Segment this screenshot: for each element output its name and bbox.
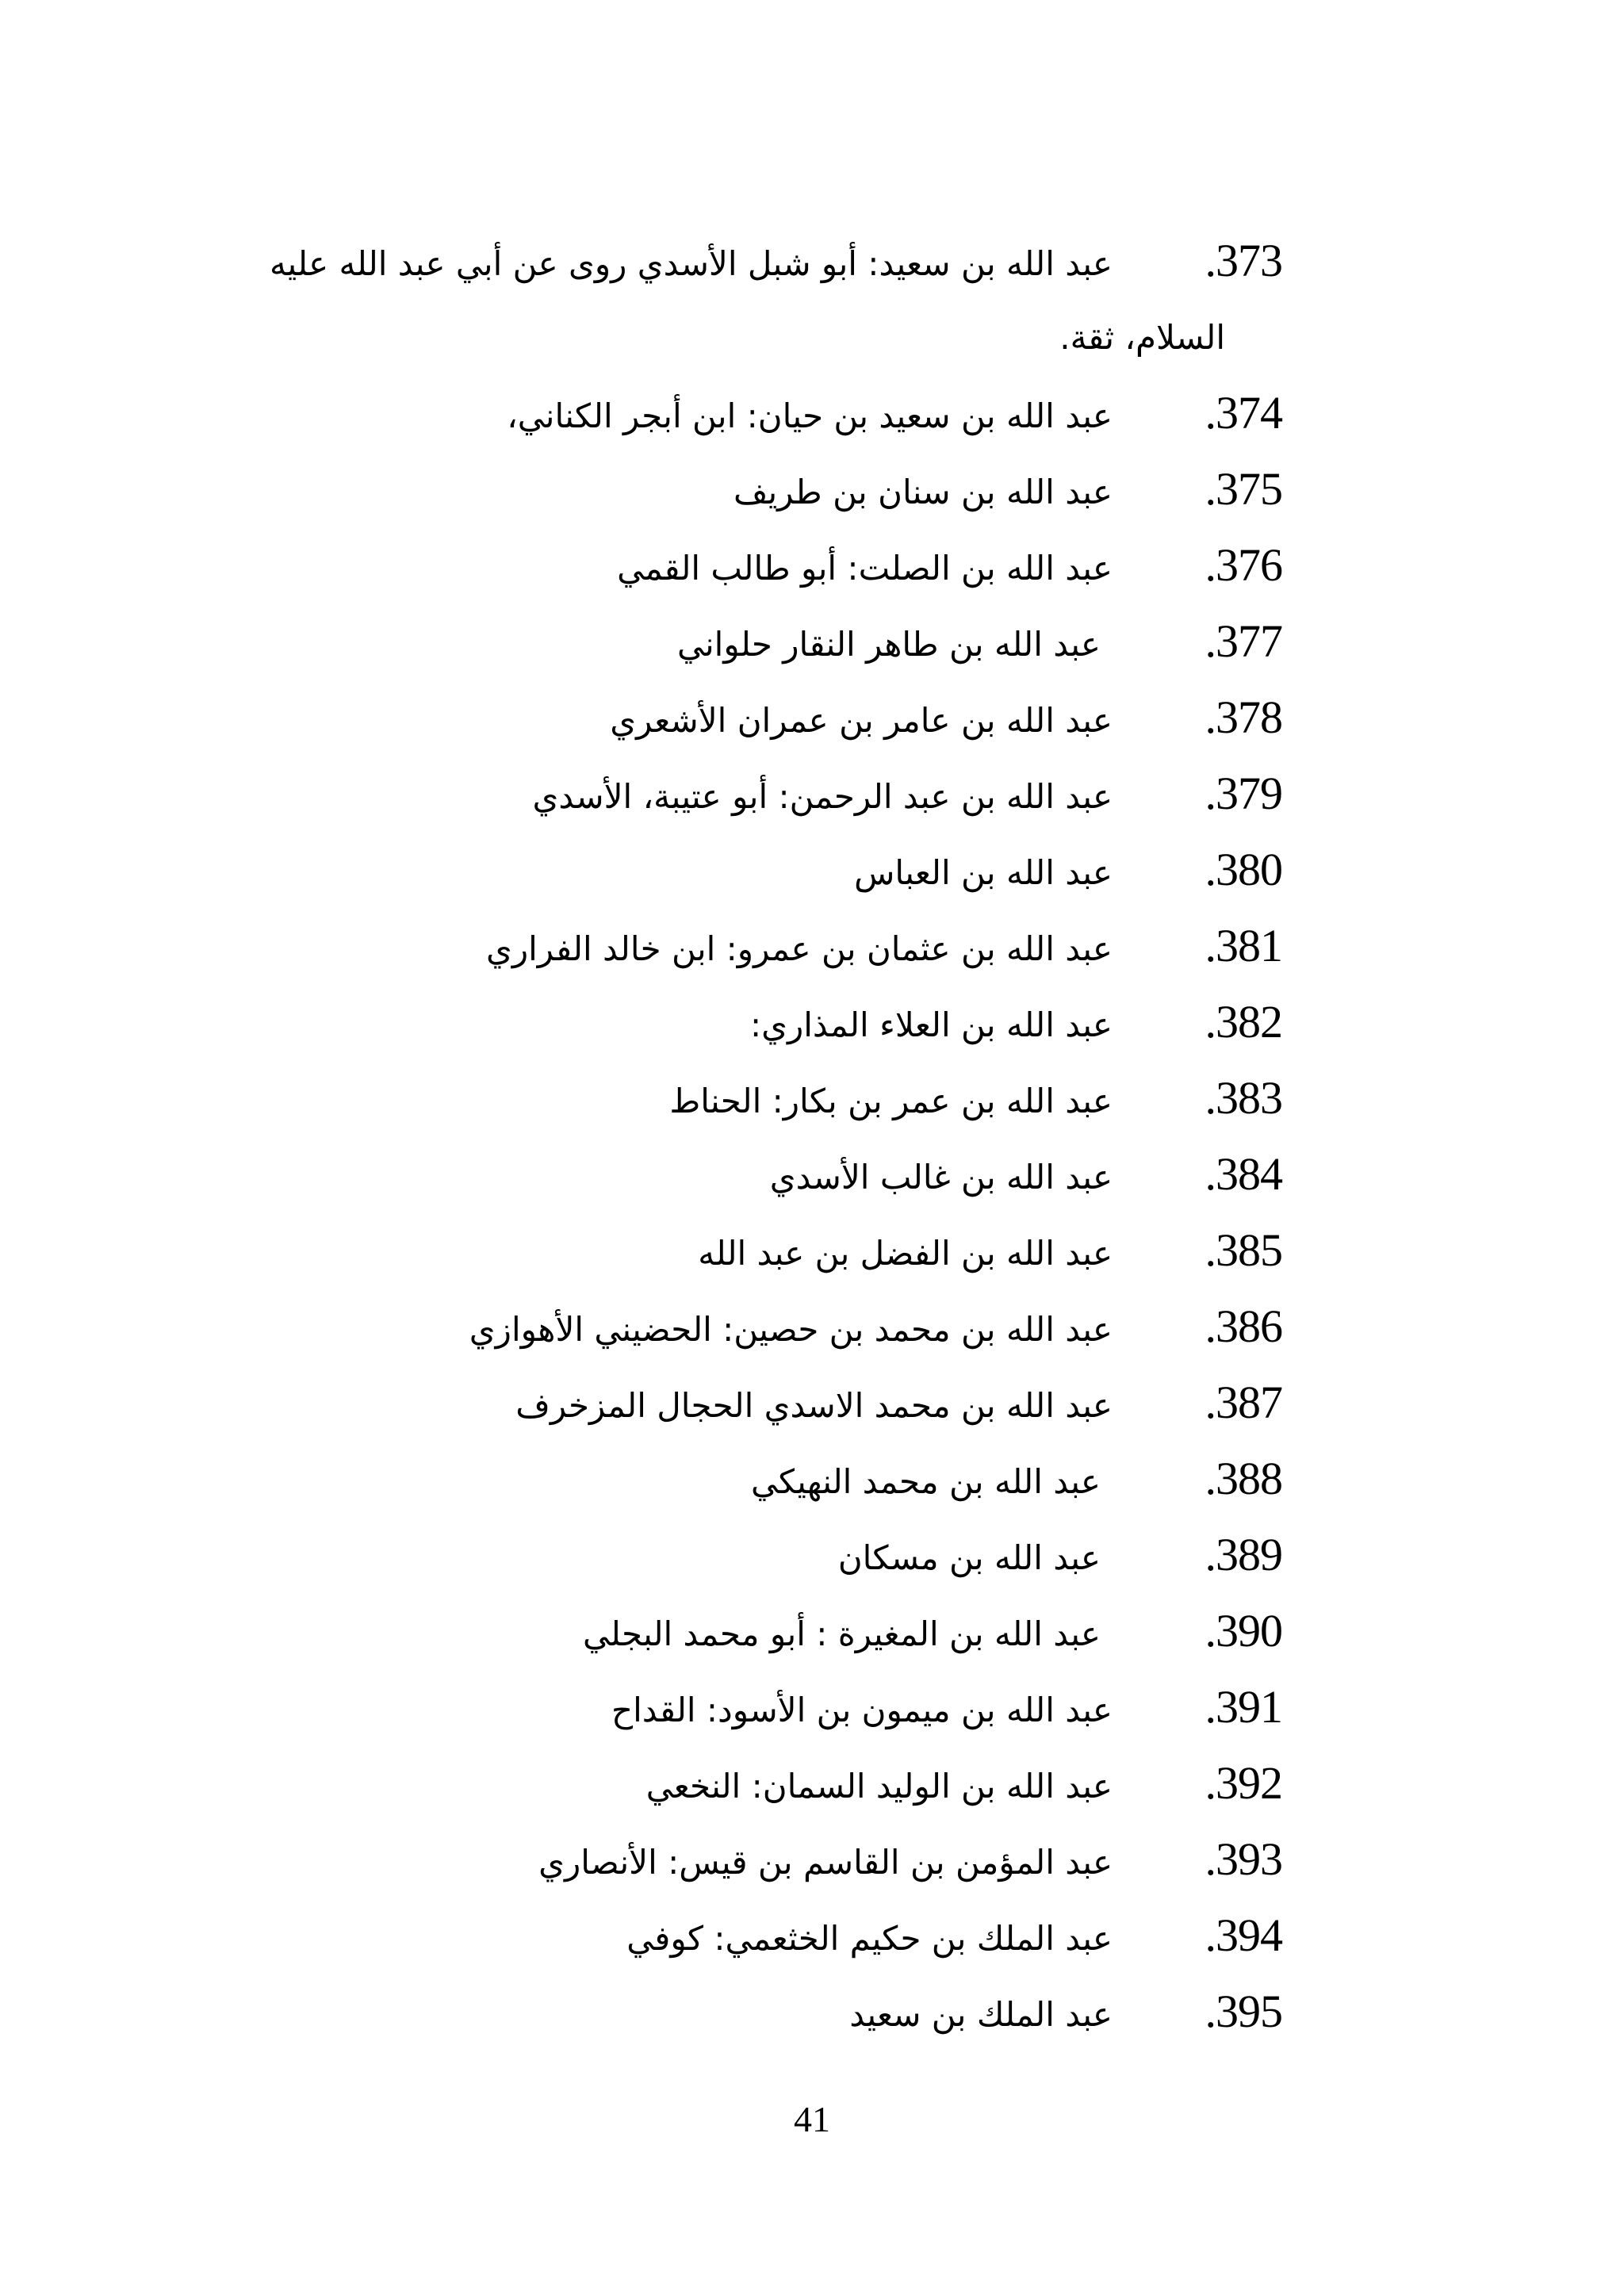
entry-number: .390 (1205, 1605, 1282, 1656)
entry-number: .385 (1205, 1224, 1282, 1276)
entry-number: .376 (1205, 539, 1282, 591)
entry-number: .374 (1205, 387, 1282, 439)
entry-text: عبد الله بن عبد الرحمن: أبو عتيبة، الأسدي (532, 777, 1113, 816)
entry-text: عبد الملك بن حكيم الخثعمي: كوفي (626, 1919, 1113, 1958)
entry-number: .375 (1205, 463, 1282, 515)
page-number: 41 (794, 2099, 830, 2139)
entry-number: .389 (1205, 1529, 1282, 1580)
entry-text: عبد الله بن عمر بن بكار: الحناط (669, 1082, 1113, 1120)
entry-text: عبد الله بن مسكان (837, 1538, 1101, 1577)
entry-number: .379 (1205, 768, 1282, 819)
entry-text: عبد الله بن العباس (854, 853, 1113, 892)
entry-number: .377 (1205, 615, 1282, 667)
entry-number: .388 (1205, 1453, 1282, 1504)
entry-number: .380 (1205, 844, 1282, 895)
entry-text: عبد المؤمن بن القاسم بن قيس: الأنصاري (538, 1843, 1113, 1882)
entry-text: عبد الله بن المغيرة : أبو محمد البجلي (583, 1614, 1101, 1653)
entry-number: .381 (1205, 920, 1282, 971)
entry-number: .391 (1205, 1681, 1282, 1733)
entry-text: عبد الله بن محمد الاسدي الحجال المزخرف (515, 1386, 1113, 1425)
entry-text: عبد الملك بن سعيد (849, 1995, 1113, 2034)
entry-number: .373 (1205, 235, 1282, 286)
entry-text: عبد الله بن العلاء المذاري: (749, 1005, 1113, 1044)
entry-number: .384 (1205, 1148, 1282, 1200)
entry-number: .386 (1205, 1300, 1282, 1352)
entry-text-continuation: السلام، ثقة. (1059, 318, 1225, 357)
entry-text: عبد الله بن ميمون بن الأسود: القداح (611, 1691, 1113, 1729)
entry-number: .387 (1205, 1377, 1282, 1428)
entry-text: عبد الله بن الصلت: أبو طالب القمي (617, 549, 1113, 588)
entry-number: .392 (1205, 1757, 1282, 1809)
entry-number: .383 (1205, 1072, 1282, 1124)
entry-text: عبد الله بن عامر بن عمران الأشعري (610, 701, 1113, 740)
entry-text: عبد الله بن الوليد السمان: النخعي (645, 1767, 1113, 1806)
entry-text: عبد الله بن سعيد: أبو شبل الأسدي روى عن أبي عبد الله عليه (270, 244, 1113, 283)
entry-text: عبد الله بن غالب الأسدي (769, 1158, 1113, 1197)
entry-number: .394 (1205, 1909, 1282, 1961)
entry-text: عبد الله بن محمد النهيكي (750, 1462, 1101, 1501)
entry-number: .393 (1205, 1833, 1282, 1885)
entry-text: عبد الله بن سنان بن طريف (733, 473, 1113, 511)
entry-text: عبد الله بن الفضل بن عبد الله (698, 1234, 1113, 1273)
entry-text: عبد الله بن سعيد بن حيان: ابن أبجر الكناني، (507, 396, 1113, 435)
entry-text: عبد الله بن عثمان بن عمرو: ابن خالد الفراري (485, 929, 1113, 968)
entry-text: عبد الله بن محمد بن حصين: الحضيني الأهوازي (469, 1310, 1113, 1349)
entry-text: عبد الله بن طاهر النقار حلواني (676, 625, 1101, 664)
entry-number: .395 (1205, 1986, 1282, 2037)
entry-number: .378 (1205, 691, 1282, 743)
entry-number: .382 (1205, 996, 1282, 1047)
